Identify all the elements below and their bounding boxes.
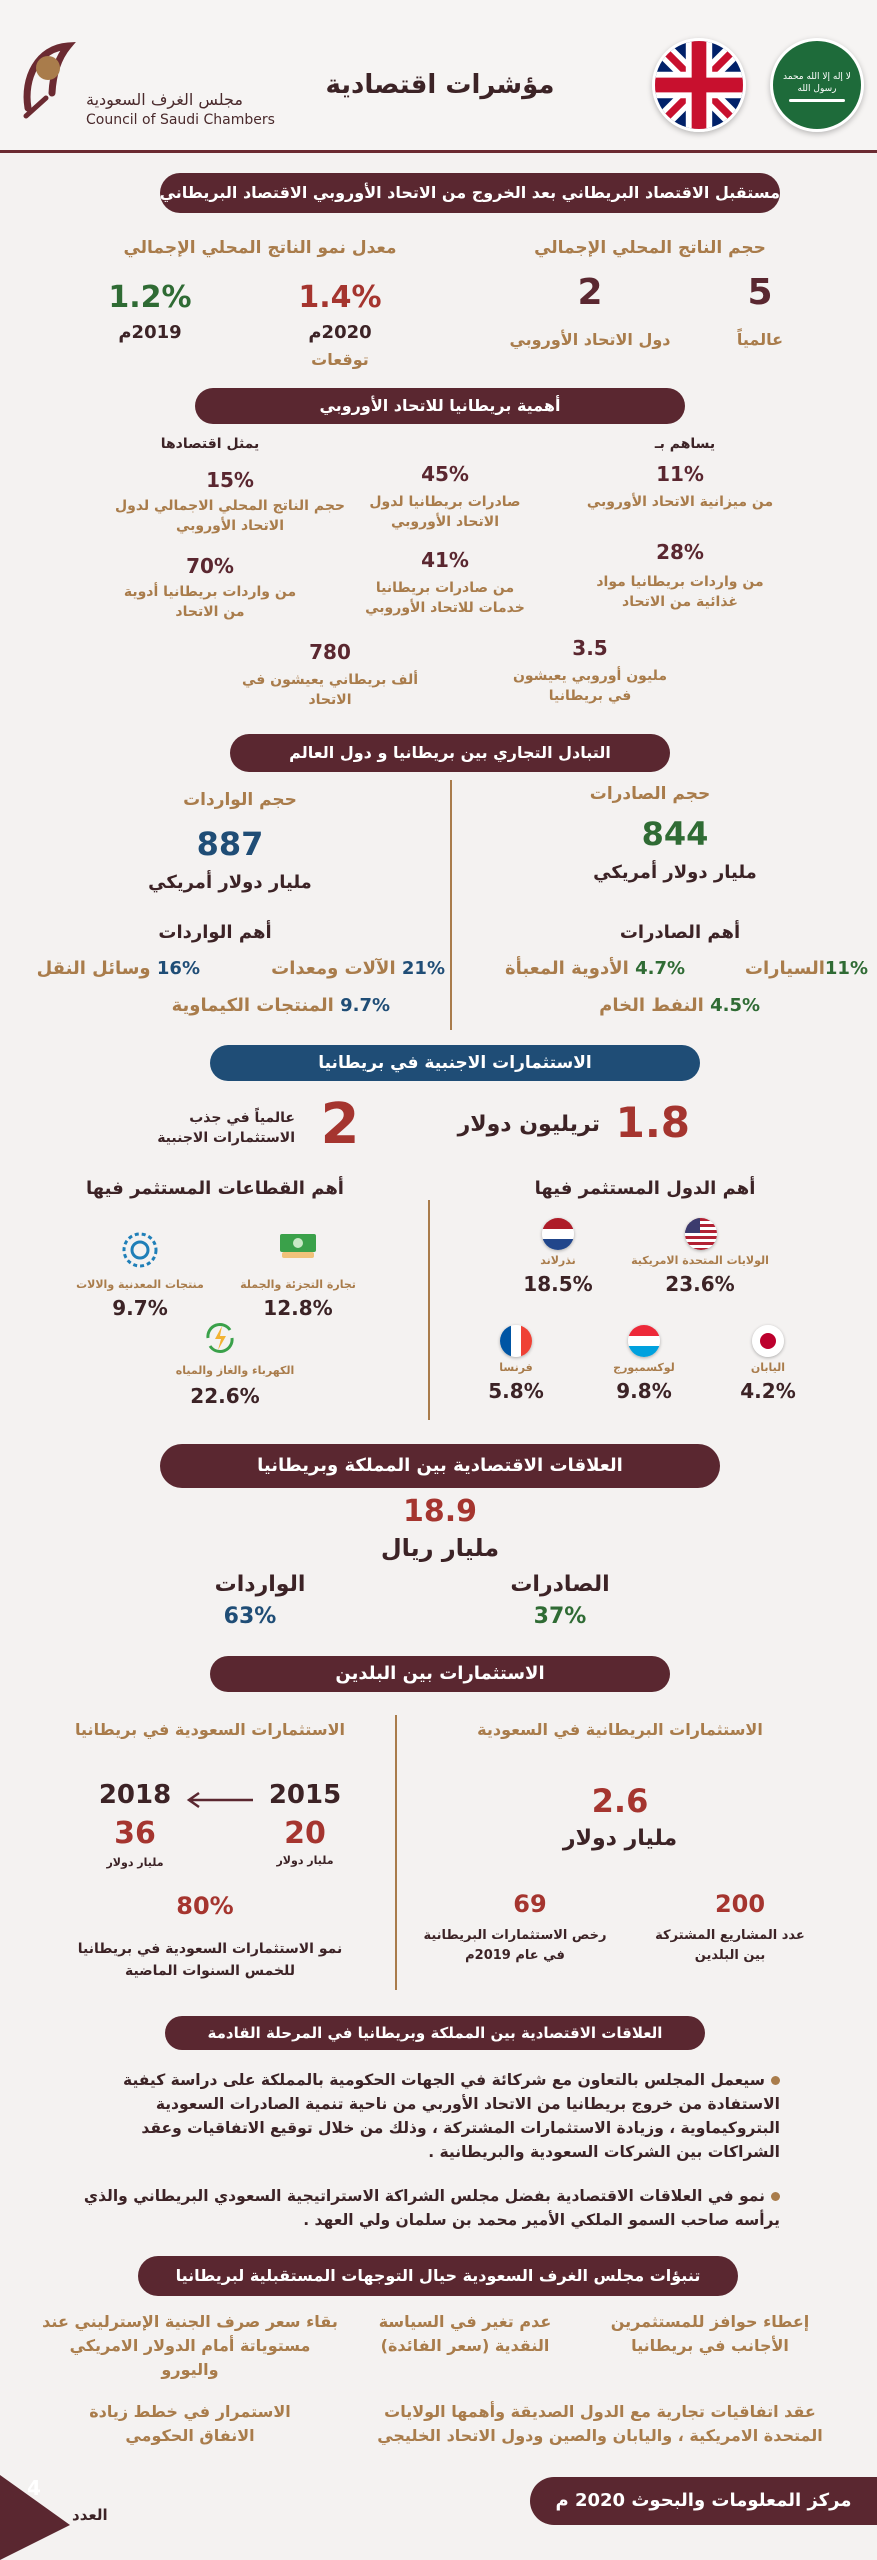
contributes-label: يساهم بـ [654,436,716,452]
future-bullet: نمو في العلاقات الاقتصادية بفضل مجلس الشراكة الاستراتيجية السعودي البريطاني والذي يرأسه صاحب السمو الملكي الأمير محمد بن سلمان ولي العهد . [83,2187,780,2229]
growth-2019-value: 1.2% [108,280,192,315]
netherlands-flag-icon [542,1218,574,1250]
stat-label: مليون أوروبي يعيشون في بريطانيا [512,668,668,704]
growth-2019-year: 2019م [118,322,182,343]
energy-icon [200,1318,240,1358]
represents-label: يمثل اقتصادها [160,436,260,452]
sector-value: 22.6% [190,1384,260,1408]
forecast-item: بقاء سعر صرف الجنية الإسترليني عند مستوياتة أمام الدولار الامريكي واليورو [42,2312,338,2379]
investment-2015-value: 20 [284,1816,326,1851]
japan-flag-icon [752,1325,784,1357]
logo-english-name: Council of Saudi Chambers [86,112,275,128]
top-exports-heading: أهم الصادرات [619,922,741,943]
stat-label: من صادرات بريطانيا خدمات للاتحاد الأوروبي [365,580,525,616]
export-item: 11%السيارات [744,958,868,979]
uk-investment-value: 2.6 [591,1782,649,1820]
footer-research-center: مركز المعلومات والبحوث 2020 م [530,2477,877,2525]
stat-label: من واردات بريطانيا أدوية من الاتحاد [123,584,297,620]
france-flag-icon [500,1325,532,1357]
ksa-investment-growth-label: نمو الاستثمارات السعودية في بريطانيا للخمس السنوات الماضية [77,1941,343,1979]
bullet-dot-icon [771,2076,780,2085]
country-name: اليابان [750,1361,786,1374]
trade-value: 18.9 [402,1494,478,1529]
fdi-value: 1.8 [615,1098,690,1147]
logo-arabic-name: مجلس الغرف السعودية [86,90,243,109]
import-item: 21% الآلات ومعدات [271,958,445,979]
ksa-exports-value: 37% [533,1604,587,1629]
investment-2015-unit: مليار دولار [276,1854,334,1867]
sector-name: تجارة التجزئة والجملة [240,1278,356,1291]
section-title-bilateral-investments: الاستثمارات بين البلدين [210,1656,670,1692]
fdi-rank-label: عالمياً في جذب الاستثمارات الاجنبية [157,1110,295,1146]
luxembourg-flag-icon [628,1325,660,1357]
investment-2018-unit: مليار دولار [106,1856,164,1869]
imports-unit: مليار دولار أمريكي [148,872,312,893]
gdp-size-heading: حجم الناتج المحلي الإجمالي [534,238,766,258]
page-title: مؤشرات اقتصادية [325,70,555,100]
country-name: فرنسا [499,1361,533,1374]
export-item: 4.7% الأدوية المعبأة [504,958,685,979]
uk-investment-unit: مليار دولار [562,1826,678,1851]
ksa-imports-value: 63% [223,1604,277,1629]
stat-value: 45% [421,462,469,486]
country-name: الولايات المتحدة الامريكية [631,1254,769,1267]
import-item: 16% وسائل النقل [36,958,200,979]
country-value: 18.5% [523,1272,593,1296]
uk-in-ksa-heading: الاستثمارات البريطانية في السعودية [477,1720,763,1739]
world-rank-label: عالمياً [736,330,784,349]
saudi-flag-text: لا إله إلا الله محمد رسول الله [783,72,851,94]
investment-2018-value: 36 [114,1816,156,1851]
imports-value: 887 [196,825,264,863]
eu-rank-value: 2 [577,272,603,313]
fdi-rank-value: 2 [320,1092,360,1157]
country-value: 23.6% [665,1272,735,1296]
section-title-forecasts: تنبؤات مجلس الغرف السعودية حيال التوجهات المستقبلية لبريطانيا [138,2256,738,2296]
growth-2020-note: توقعات [311,350,369,369]
sector-name: منتجات المعدنية والالات [76,1278,204,1291]
growth-2020-year: 2020م [308,322,372,343]
sector-name: الكهرباء والغاز والمياه [175,1364,295,1377]
sector-value: 12.8% [263,1296,333,1320]
issue-number: 4 [27,2476,41,2500]
projects-value: 200 [714,1890,766,1918]
ksa-exports-label: الصادرات [510,1572,610,1597]
issue-label: العدد [72,2506,108,2524]
stat-value: 3.5 [572,636,608,660]
divider [450,780,452,1030]
section-title-ksa-uk-relations: العلاقات الاقتصادية بين المملكة وبريطانيا [160,1444,720,1488]
country-name: لوكسمبورج [613,1361,675,1374]
ksa-imports-label: الواردات [214,1572,306,1597]
country-value: 9.8% [616,1379,672,1403]
stat-value: 28% [656,540,704,564]
forecast-item: الاستمرار في خطط زيادة الانفاق الحكومي [89,2402,291,2445]
section-title-uk-trade: التبادل التجاري بين بريطانيا و دول العالم [230,734,670,772]
stat-label: ألف بريطاني يعيشون في الاتحاد [241,672,419,708]
gear-icon [120,1230,160,1270]
gdp-growth-heading: معدل نمو الناتج المحلي الإجمالي [123,238,397,258]
council-logo [18,38,275,128]
sectors-heading: أهم القطاعات المستثمر فيها [86,1178,344,1199]
section-title-uk-eu-importance: أهمية بريطانيا للاتحاد الأوروبي [195,388,685,424]
money-icon [278,1230,318,1262]
header [0,0,877,153]
section-title-uk-economy: مستقبل الاقتصاد البريطاني بعد الخروج من الاتحاد الأوروبي الاقتصاد البريطاني [160,173,780,213]
import-item: 9.7% المنتجات الكيماوية [171,995,390,1016]
divider [428,1200,430,1420]
top-imports-heading: أهم الواردات [158,922,272,943]
usa-flag-icon [685,1218,717,1250]
saudi-flag-icon [770,38,864,132]
council-logo-icon [18,38,78,128]
country-value: 5.8% [488,1379,544,1403]
exports-unit: مليار دولار أمريكي [593,862,757,883]
sector-value: 9.7% [112,1296,168,1320]
stat-value: 11% [656,462,704,486]
world-rank-value: 5 [747,272,773,313]
countries-heading: أهم الدول المستثمر فيها [534,1178,756,1199]
ksa-in-uk-heading: الاستثمارات السعودية في بريطانيا [75,1720,345,1739]
stat-value: 780 [309,640,351,664]
exports-heading: حجم الصادرات [589,784,711,804]
exports-value: 844 [641,815,709,853]
divider [395,1715,397,1990]
country-name: نذرلاند [540,1254,576,1267]
arrow-left-icon [185,1790,255,1810]
growth-2020-value: 1.4% [298,280,382,315]
year-2018: 2018 [98,1780,172,1810]
licenses-label: رخص الاستثمارات البريطانية في عام 2019م [423,1928,607,1963]
licenses-value: 69 [513,1890,547,1918]
imports-heading: حجم الواردات [183,790,297,810]
fdi-unit: تريليون دولار [457,1112,600,1137]
ksa-investment-growth-value: 80% [176,1892,234,1920]
stat-value: 41% [421,548,469,572]
stat-label: من ميزانية الاتحاد الأوروبي [586,494,774,510]
stat-label: صادرات بريطانيا لدول الاتحاد الأوروبي [369,494,521,530]
stat-value: 70% [186,554,234,578]
stat-label: من واردات بريطانيا مواد غذائية من الاتحاد [596,574,764,610]
country-value: 4.2% [740,1379,796,1403]
export-item: 4.5% النفط الخام [599,995,760,1016]
section-title-future-relations: العلاقات الاقتصادية بين المملكة وبريطانيا في المرحلة القادمة [165,2016,705,2050]
trade-unit: مليار ريال [380,1534,500,1562]
future-bullet: سيعمل المجلس بالتعاون مع شركائة في الجهات الحكومية بالمملكة على دراسة كيفية الاستفادة من خروج بريطانيا من الاتحاد الأوربي من ناحية تنمية الصادرات السعودية البتروكيماوية ، وزيادة الاستثمارات المشتركة ، وذلك من خلال توقيع الاتفاقيات وعقد الشراكات بين الشركات السعودية والبريطانية . [123,2071,780,2161]
eu-rank-label: دول الاتحاد الأوروبي [509,330,671,349]
bullet-dot-icon [771,2192,780,2201]
projects-label: عدد المشاريع المشتركة بين البلدين [655,1928,805,1963]
section-title-fdi: الاستثمارات الاجنبية في بريطانيا [210,1045,700,1081]
forecast-item: عدم تغير في السياسة النقدية (سعر الفائدة) [378,2312,552,2355]
year-2015: 2015 [268,1780,342,1810]
uk-flag-icon [652,38,746,132]
stat-label: حجم الناتج المحلي الاجمالي لدول الاتحاد الأوروبي [114,498,345,534]
forecast-item: إعطاء حوافز للمستثمرين الأجانب في بريطانيا [610,2312,810,2355]
stat-value: 15% [206,468,254,492]
forecast-item: عقد اتفاقيات تجارية مع الدول الصديقة وأهمها الولايات المتحدة الامريكية ، واليابان والصين ودول الاتحاد الخليجي [377,2402,823,2445]
